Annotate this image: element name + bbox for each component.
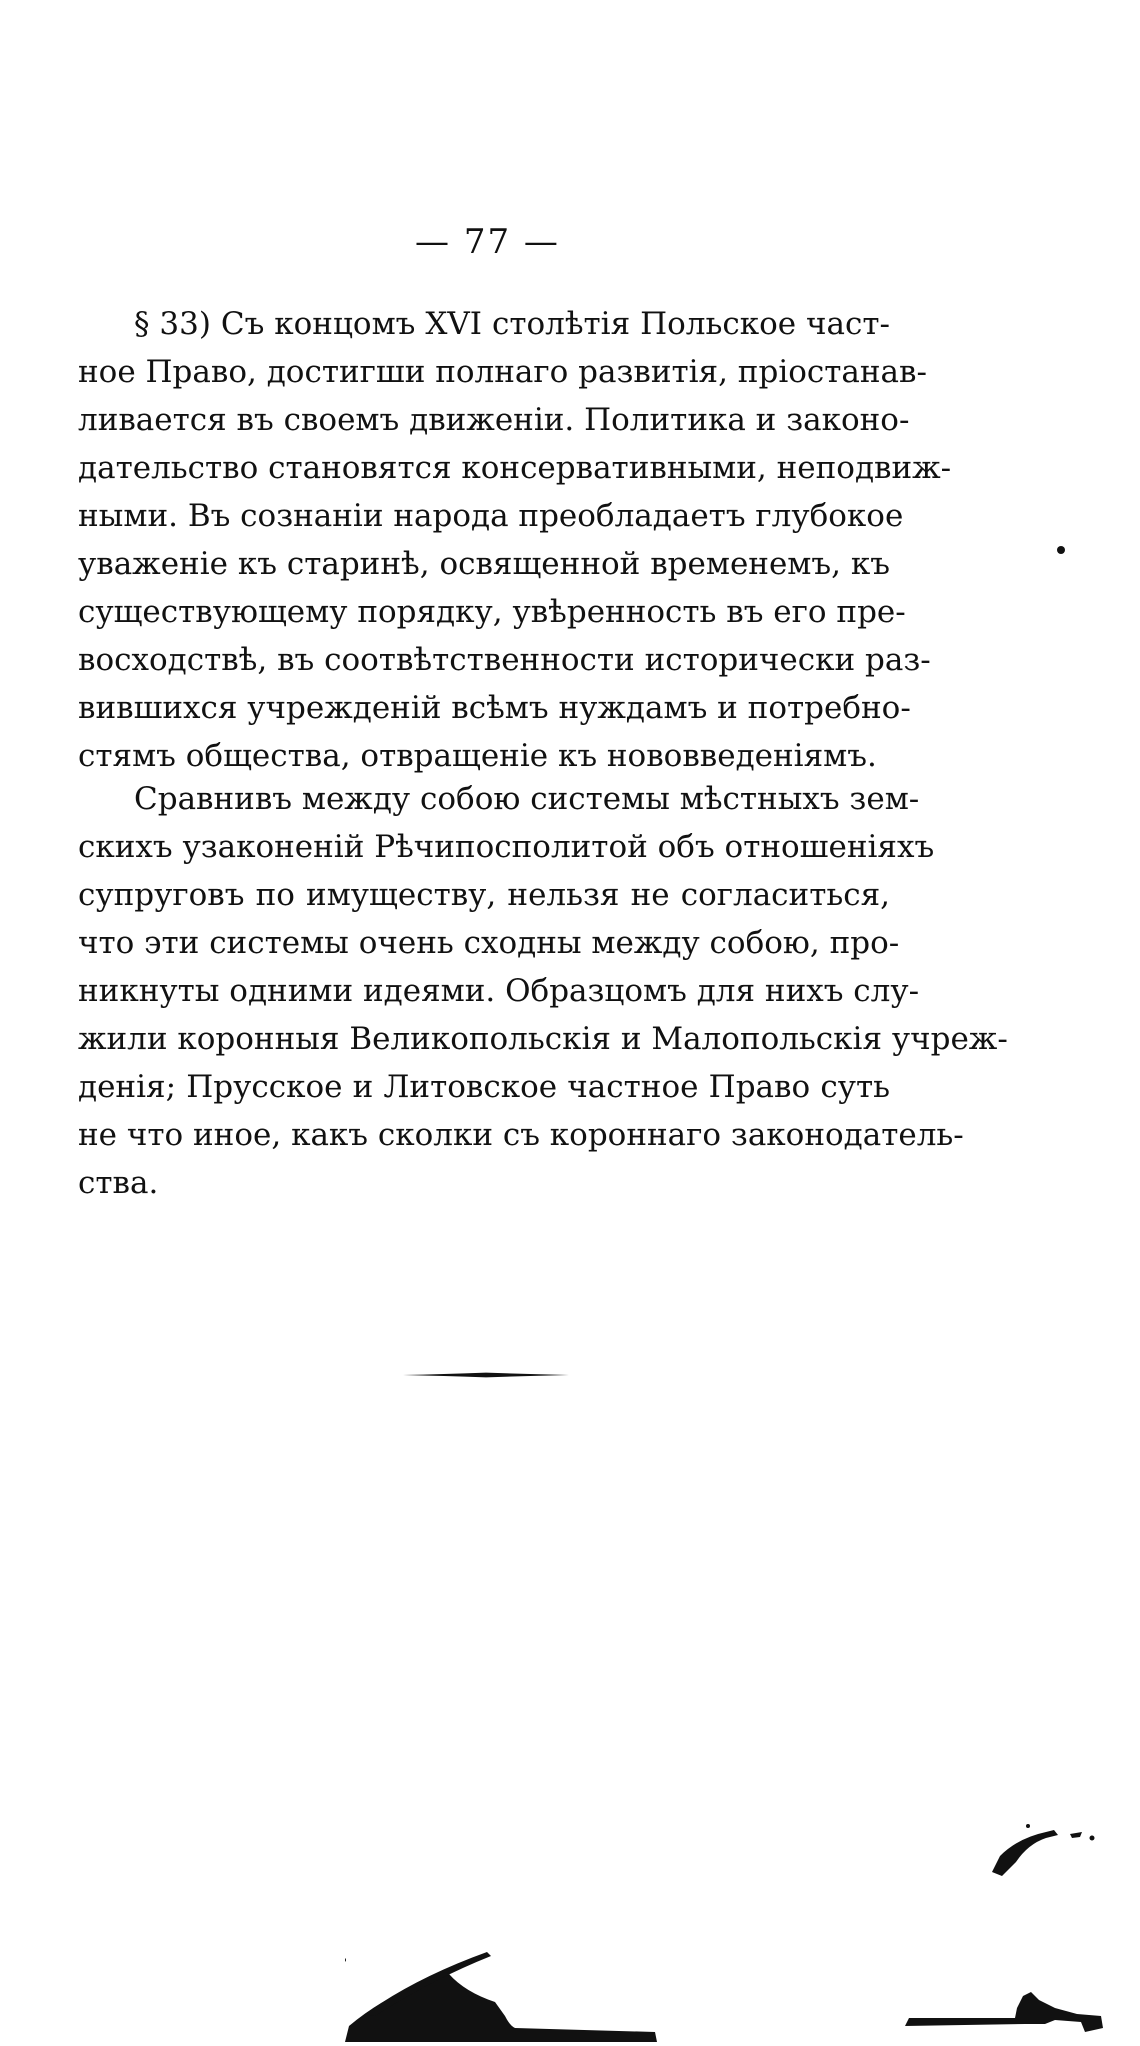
paragraph-1: [78, 300, 952, 780]
text-line: ными. Въ сознаніи народа преобладаетъ глубокое: [78, 498, 904, 534]
text-line: вившихся учрежденій всѣмъ нуждамъ и потребно-: [78, 690, 911, 726]
ink-smudge-bottom-right: [905, 1980, 1105, 2040]
text-line: никнуты одними идеями. Образцомъ для нихъ слу-: [78, 973, 920, 1009]
paragraph-2: [78, 775, 1008, 1207]
text-line: ливается въ своемъ движеніи. Политика и законо-: [78, 402, 910, 438]
text-line: супруговъ по имуществу, нельзя не согласиться,: [78, 877, 890, 913]
text-line: Сравнивъ между собою системы мѣстныхъ зем-: [134, 781, 920, 817]
page-number: — 77 —: [415, 222, 560, 262]
text-line: жили коронныя Великопольскія и Малопольскія учреж-: [78, 1021, 1008, 1057]
text-line: существующему порядку, увѣренность въ его пре-: [78, 594, 906, 630]
text-line: восходствѣ, въ соотвѣтственности исторически раз-: [78, 642, 931, 678]
text-line: ное Право, достигши полнаго развитія, пріостанав-: [78, 354, 927, 390]
text-line: не что иное, какъ сколки съ короннаго законодатель-: [78, 1117, 964, 1153]
text-line: денія; Прусское и Литовское частное Право суть: [78, 1069, 890, 1105]
text-line: уваженіе къ старинѣ, освященной временемъ, къ: [78, 546, 890, 582]
section-divider: [403, 1372, 569, 1378]
text-line: § 33) Съ концомъ XVI столѣтія Польское част-: [134, 306, 890, 342]
text-line: дательство становятся консервативными, неподвиж-: [78, 450, 952, 486]
ink-speck: [1056, 545, 1066, 555]
text-line: что эти системы очень сходны между собою, про-: [78, 925, 900, 961]
text-line: скихъ узаконеній Рѣчипосполитой объ отношеніяхъ: [78, 829, 935, 865]
text-line: ства.: [78, 1165, 159, 1201]
ink-smudge: [988, 1818, 1098, 1878]
text-line: стямъ общества, отвращеніе къ нововведеніямъ.: [78, 738, 877, 774]
ink-smudge-bottom-left: [345, 1932, 660, 2042]
